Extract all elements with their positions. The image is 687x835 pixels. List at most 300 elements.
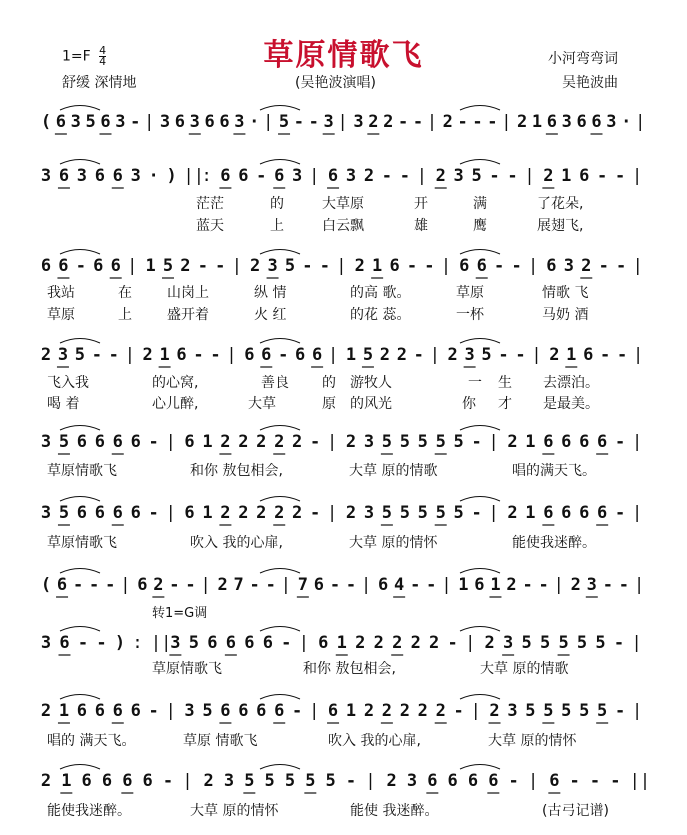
barline: | [632, 503, 643, 523]
note-digit: 3 [606, 112, 617, 132]
barline: | [309, 166, 320, 186]
lyric-text: 马奶 酒 [542, 307, 589, 323]
note-digit: 6 [112, 503, 123, 523]
dash-mark: - [487, 112, 498, 132]
notation-line-10 [0, 771, 687, 797]
note-digit: · [148, 166, 159, 186]
barline: | [165, 503, 176, 523]
lyric-text: 茫茫 [196, 196, 224, 212]
note-digit: 2 [507, 432, 518, 452]
slur-arc [260, 339, 300, 344]
slur-arc [260, 250, 300, 255]
barline: | [120, 575, 131, 595]
note-digit: 5 [453, 432, 464, 452]
note-digit: 2 [442, 112, 453, 132]
lyric-text: 蓝天 [196, 218, 224, 234]
barline: | [528, 256, 539, 276]
note-digit: 6 [543, 503, 554, 523]
note-digit: 2 [292, 432, 303, 452]
note-digit: 5 [417, 432, 428, 452]
note-digit: 6 [474, 575, 485, 595]
note-digit: 2 [396, 345, 407, 365]
dash-mark: - [293, 112, 305, 132]
lyric-text: 在 [118, 285, 132, 301]
barline: | [633, 345, 644, 365]
dash-mark: - [494, 256, 505, 276]
lyric-text: 的高 歌。 [350, 285, 411, 301]
note-digit: 2 [549, 345, 560, 365]
dash-mark: - [406, 256, 418, 276]
barline: | [328, 345, 339, 365]
lyric-text: 白云飘 [322, 218, 364, 234]
singer-credit: (吴艳波演唱) [295, 75, 376, 91]
lyric-text: 上 [270, 218, 284, 234]
note-digit: 2 [363, 166, 375, 186]
dash-mark: - [345, 771, 357, 791]
note-digit: 2 [507, 503, 518, 523]
note-digit: 5 [278, 112, 290, 132]
dash-mark: - [256, 166, 267, 186]
dash-mark: - [610, 771, 621, 791]
dash-mark: - [265, 575, 276, 595]
note-digit: 3 [561, 112, 572, 132]
note-digit: 5 [381, 503, 392, 523]
dash-mark: - [185, 575, 196, 595]
lyric-text: 大草 原的情怀 [488, 733, 577, 749]
slur-arc [460, 497, 500, 502]
lyric-text: 一杯 [456, 307, 484, 323]
lyric-text: 唱的 满天飞。 [47, 733, 136, 749]
note-digit: 2 [429, 633, 440, 653]
dash-mark: - [426, 575, 437, 595]
barline: | [165, 701, 176, 721]
note-digit: 2 [392, 633, 403, 653]
dash-mark: - [453, 701, 464, 721]
slur-arc [460, 426, 500, 431]
dash-mark: - [148, 432, 159, 452]
time-sig-bottom: 4 [99, 55, 107, 68]
note-digit: 6 [256, 701, 267, 721]
note-digit: 3 [345, 166, 357, 186]
slur-arc [260, 160, 300, 165]
note-digit: 5 [325, 771, 336, 791]
note-digit: 6 [220, 701, 231, 721]
note-digit: 2 [180, 256, 191, 276]
note-digit: 6 [427, 771, 438, 791]
note-digit: 6 [110, 256, 121, 276]
dash-mark: - [197, 256, 208, 276]
lyric-text: 喝 着 [47, 396, 80, 412]
barline: | [165, 432, 176, 452]
note-digit: 1 [336, 633, 347, 653]
note-digit: 5 [521, 633, 532, 653]
slur-arc [60, 250, 100, 255]
note-digit: 2 [345, 503, 357, 523]
note-digit: 6 [112, 166, 123, 186]
composer-credit: 吴艳波曲 [562, 75, 618, 91]
slur-arc [260, 627, 300, 632]
note-digit: 6 [76, 503, 87, 523]
note-digit: 2 [274, 432, 285, 452]
lyric-text: 草原情歌飞 [47, 535, 117, 551]
note-digit: 6 [377, 575, 389, 595]
barline: | [309, 701, 320, 721]
lyric-text: 草原情歌飞 [47, 463, 117, 479]
lyric-text: 情歌 飞 [542, 285, 589, 301]
dash-mark: - [618, 575, 630, 595]
note-digit: 6 [225, 633, 236, 653]
note-digit: 6 [597, 432, 608, 452]
barline: || [183, 166, 204, 186]
note-digit: 6 [94, 503, 105, 523]
barline: | [327, 432, 338, 452]
note-digit: 6 [76, 701, 87, 721]
note-digit: 5 [561, 701, 572, 721]
notation-line-6 [0, 503, 687, 529]
note-digit: 5 [284, 771, 296, 791]
slur-arc [60, 106, 100, 111]
slur-arc [60, 426, 100, 431]
barline: | [298, 633, 310, 653]
lyric-text: 盛开着 [167, 307, 209, 323]
lyric-text: 草原 [456, 285, 484, 301]
note-digit: 6 [311, 345, 323, 365]
dash-mark: - [412, 112, 424, 132]
barline: | [632, 166, 643, 186]
note-digit: 5 [399, 432, 410, 452]
note-digit: 2 [543, 166, 554, 186]
dash-mark: - [472, 112, 483, 132]
note-digit: 7 [233, 575, 244, 595]
note-digit: 6 [94, 701, 105, 721]
note-digit: 3 [464, 345, 475, 365]
slur-arc [60, 695, 100, 700]
note-digit: 2 [142, 345, 153, 365]
note-digit: 2 [40, 345, 52, 365]
notation-line-9 [0, 701, 687, 727]
note-digit: 3 [184, 701, 195, 721]
barline: | [553, 575, 564, 595]
lyric-text: 草原 [47, 307, 75, 323]
note-digit: 2 [581, 256, 592, 276]
lyric-text: 大草原 [322, 196, 364, 212]
note-digit: 5 [188, 633, 199, 653]
dash-mark: - [381, 166, 392, 186]
barline: | [226, 345, 237, 365]
dash-mark: - [169, 575, 180, 595]
note-digit: 6 [176, 345, 187, 365]
barline: || [150, 633, 172, 653]
lyric-text: 我站 [47, 285, 75, 301]
note-digit: 2 [256, 503, 267, 523]
lyric-text: 你 [462, 396, 476, 412]
dash-mark: - [569, 771, 580, 791]
note-digit: 6 [58, 256, 69, 276]
note-digit: 5 [595, 633, 606, 653]
note-digit: 5 [453, 503, 464, 523]
note-digit: 6 [389, 256, 400, 276]
key-signature [62, 46, 106, 67]
notation-line-8 [0, 633, 687, 659]
lyric-text: 游牧人 [350, 375, 392, 391]
note-digit: 3 [40, 633, 52, 653]
dash-mark: - [600, 345, 611, 365]
note-digit: 6 [142, 771, 153, 791]
barline: | [144, 112, 155, 132]
note-digit: 6 [244, 633, 255, 653]
note-digit: 1 [490, 575, 501, 595]
slur-arc [60, 339, 100, 344]
dash-mark: - [105, 575, 116, 595]
lyric-text: 草原情歌飞 [152, 661, 222, 677]
dash-mark: - [515, 345, 526, 365]
note-digit: 6 [488, 771, 499, 791]
dash-mark: - [614, 701, 626, 721]
barline: | [632, 701, 643, 721]
lyric-text: 大草 原的情怀 [349, 535, 438, 551]
note-digit: 5 [85, 112, 96, 132]
notation-line-7 [0, 575, 687, 601]
note-digit: 3 [586, 575, 597, 595]
note-digit: 5 [381, 432, 392, 452]
barline: | [124, 345, 135, 365]
note-digit: 2 [40, 771, 52, 791]
note-digit: 6 [476, 256, 487, 276]
dash-mark: - [130, 112, 141, 132]
dash-mark: - [508, 771, 519, 791]
note-digit: 2 [363, 701, 375, 721]
slur-arc [460, 627, 500, 632]
note-digit: 6 [81, 771, 92, 791]
note-digit: 6 [447, 771, 458, 791]
note-digit: 6 [549, 771, 560, 791]
dash-mark: - [399, 166, 410, 186]
note-digit: 3 [189, 112, 200, 132]
note-digit: 6 [59, 633, 70, 653]
note-digit: 6 [244, 345, 255, 365]
note-digit: 5 [435, 432, 446, 452]
barline: : [201, 166, 212, 186]
note-digit: ( [40, 575, 52, 595]
slur-arc [60, 160, 100, 165]
note-digit: 3 [502, 633, 514, 653]
note-digit: ( [40, 112, 52, 132]
note-digit: 6 [238, 166, 249, 186]
note-digit: 2 [292, 503, 303, 523]
note-digit: 2 [516, 112, 528, 132]
lyric-text: 大草 原的情歌 [349, 463, 438, 479]
barline: | [426, 112, 438, 132]
note-digit: 2 [417, 701, 428, 721]
note-digit: 1 [458, 575, 469, 595]
barline: | [182, 771, 193, 791]
note-digit: 1 [372, 256, 383, 276]
note-digit: 5 [244, 771, 255, 791]
note-digit: 2 [379, 345, 390, 365]
note-digit: 6 [76, 432, 87, 452]
dash-mark: - [91, 345, 102, 365]
slur-arc [260, 569, 300, 574]
lyric-text: 开 [414, 196, 428, 212]
note-digit: 2 [381, 701, 392, 721]
dash-mark: - [249, 575, 260, 595]
note-digit: 6 [262, 633, 273, 653]
barline: | [635, 112, 646, 132]
note-digit: 5 [284, 256, 296, 276]
note-digit: 6 [94, 432, 105, 452]
note-digit: 6 [591, 112, 602, 132]
dash-mark: - [522, 575, 533, 595]
note-digit: 6 [100, 112, 111, 132]
barline: | [127, 256, 138, 276]
lyric-text: 雄 [414, 218, 428, 234]
time-sig-top: 4 [99, 44, 107, 57]
note-digit: 5 [579, 701, 590, 721]
barline: | [632, 256, 643, 276]
note-digit: 3 [223, 771, 235, 791]
lyric-text: 上 [118, 307, 132, 323]
note-digit: 2 [40, 701, 52, 721]
note-digit: 3 [563, 256, 574, 276]
note-digit: 2 [355, 633, 366, 653]
barline: | [416, 166, 427, 186]
note-digit: 1 [58, 701, 70, 721]
note-digit: 6 [184, 503, 195, 523]
dash-mark: - [410, 575, 421, 595]
note-digit: 1 [202, 432, 213, 452]
lyric-text: 了花朵, [537, 196, 584, 212]
slur-arc [260, 106, 300, 111]
lyric-text: 去漂泊。 [543, 375, 599, 391]
notation-line-1 [0, 112, 687, 138]
note-digit: 6 [93, 256, 104, 276]
notation-line-2 [0, 166, 687, 192]
note-digit: 5 [362, 345, 374, 365]
dash-mark: - [148, 701, 159, 721]
slur-arc [60, 497, 100, 502]
note-digit: 5 [597, 701, 608, 721]
lyric-text: 的风光 [350, 396, 392, 412]
note-digit: 3 [353, 112, 364, 132]
lyric-text: 草原 情歌飞 [183, 733, 258, 749]
note-digit: 1 [145, 256, 156, 276]
note-digit: 3 [406, 771, 418, 791]
dash-mark: - [308, 112, 319, 132]
slur-arc [260, 497, 300, 502]
note-digit: 1 [525, 503, 536, 523]
note-digit: 6 [274, 166, 285, 186]
dash-mark: - [471, 503, 482, 523]
note-digit: 3 [363, 432, 375, 452]
song-title: 草原情歌飞 [263, 38, 424, 73]
note-digit: 2 [399, 701, 410, 721]
dash-mark: - [602, 575, 613, 595]
barline: | [528, 771, 539, 791]
note-digit: 3 [234, 112, 245, 132]
barline: | [231, 256, 242, 276]
note-digit: 6 [318, 633, 329, 653]
note-digit: 1 [525, 432, 536, 452]
lyric-text: 一 [468, 375, 482, 391]
lyric-text: 原 [322, 396, 336, 412]
lyric-text: 的 [322, 375, 336, 391]
barline: | [263, 112, 274, 132]
note-digit: 6 [55, 112, 66, 132]
note-digit: 1 [345, 345, 357, 365]
barline: | [501, 112, 512, 132]
barline: | [429, 345, 440, 365]
note-digit: 6 [561, 503, 572, 523]
dash-mark: - [193, 345, 204, 365]
lyric-text: 飞入我 [47, 375, 89, 391]
note-digit: · [621, 112, 632, 132]
dash-mark: - [598, 256, 609, 276]
note-digit: 3 [363, 503, 375, 523]
dash-mark: - [77, 633, 89, 653]
key-label: 1=F [62, 48, 91, 65]
notation-line-4 [0, 345, 687, 371]
barline: | [365, 771, 376, 791]
barline: | [465, 633, 476, 653]
note-digit: · [249, 112, 260, 132]
barline: | [524, 166, 535, 186]
barline: | [327, 503, 338, 523]
slur-arc [260, 695, 300, 700]
barline: | [488, 432, 499, 452]
note-digit: 6 [219, 112, 230, 132]
note-digit: 2 [354, 256, 365, 276]
slur-arc [260, 426, 300, 431]
note-digit: 6 [56, 575, 68, 595]
dash-mark: - [148, 503, 159, 523]
dash-mark: - [72, 575, 84, 595]
lyric-text: 的心窝, [152, 375, 199, 391]
note-digit: 6 [583, 345, 594, 365]
lyric-text: 火 红 [254, 307, 287, 323]
note-digit: 2 [386, 771, 397, 791]
note-digit: 5 [417, 503, 428, 523]
note-digit: 2 [447, 345, 458, 365]
dash-mark: - [397, 112, 409, 132]
note-digit: 6 [459, 256, 470, 276]
lyric-text: 的花 蕊。 [350, 307, 411, 323]
lyric-text: 吹入 我的心扉, [190, 535, 283, 551]
lyric-text: 满 [473, 196, 487, 212]
dash-mark: - [507, 166, 518, 186]
dash-mark: - [210, 345, 221, 365]
dash-mark: - [309, 503, 321, 523]
barline: | [280, 575, 292, 595]
note-digit: 2 [435, 701, 446, 721]
note-digit: 2 [217, 575, 228, 595]
note-digit: ) [166, 166, 177, 186]
notation-line-3 [0, 256, 687, 282]
note-digit: 5 [525, 701, 536, 721]
note-digit: 6 [467, 771, 479, 791]
dash-mark: - [413, 345, 424, 365]
slur-arc [60, 765, 100, 770]
slur-arc [460, 695, 500, 700]
dash-mark: - [616, 256, 627, 276]
dash-mark: - [471, 432, 482, 452]
lyric-text: 心儿醉, [152, 396, 199, 412]
dash-mark: - [616, 345, 628, 365]
note-digit: 6 [184, 432, 195, 452]
note-digit: 3 [40, 432, 52, 452]
note-digit: 2 [570, 575, 581, 595]
dash-mark: - [319, 256, 330, 276]
note-digit: 3 [40, 503, 52, 523]
